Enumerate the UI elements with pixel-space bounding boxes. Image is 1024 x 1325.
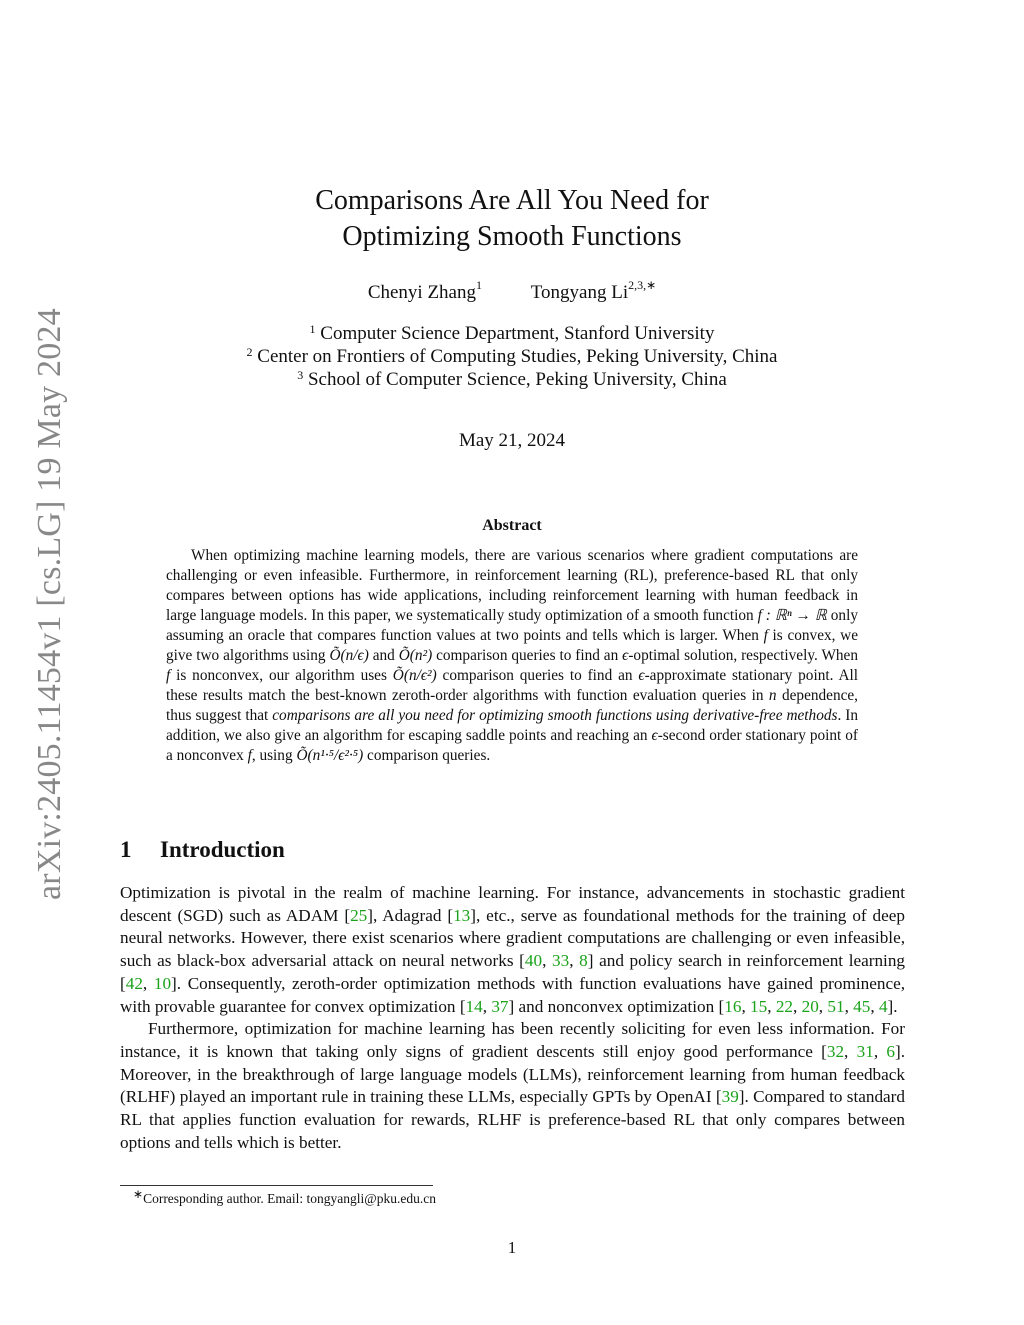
abstract-heading: Abstract <box>482 517 542 534</box>
author-list <box>0 278 1024 304</box>
citation-link[interactable]: 8 <box>579 951 588 971</box>
citation-link[interactable]: 10 <box>153 973 172 993</box>
affiliations <box>0 322 1024 391</box>
introduction-body <box>120 882 905 1154</box>
citation-link[interactable]: 16 <box>724 996 742 1016</box>
citation-link[interactable]: 45 <box>853 996 871 1016</box>
abstract-body: When optimizing machine learning models, there are various scenarios where gradient computations are challenging or even infeasible. Furthermore, in reinforcement learning (RL), preference-based RL that only compares between options has wide applications, including reinforcement learning with human feedback in large language models. In this paper, we systematically study optimization of a smooth function f : ℝⁿ → ℝ only assuming an oracle that compares function values at two points and tells which is larger. When f is convex, we give two algorithms using Õ(n/ϵ) and Õ(n²) comparison queries to find an ϵ-optimal solution, respectively. When f is nonconvex, our algorithm uses Õ(n/ϵ²) comparison queries to find an ϵ-approximate stationary point. All these results match the best-known zeroth-order algorithms with function evaluation queries in n dependence, thus suggest that comparisons are all you need for optimizing smooth functions using derivative-free methods. In addition, we also give an algorithm for escaping saddle points and reaching an ϵ-second order stationary point of a nonconvex f, using Õ(n¹·⁵/ϵ²·⁵) comparison queries. <box>166 547 859 764</box>
footnote: ∗Corresponding author. Email: tongyangli@pku.edu.cn <box>133 1187 436 1206</box>
author: Chenyi Zhang$^1$ <box>367 278 482 303</box>
emphasis-text: comparisons are all you need for optimizing smooth functions using derivative-free methods <box>272 707 838 724</box>
citation-link[interactable]: 25 <box>350 905 368 925</box>
citation-link[interactable]: 39 <box>721 1087 739 1107</box>
citation-link[interactable]: 13 <box>453 905 471 925</box>
citation-link[interactable]: 22 <box>775 996 794 1016</box>
affiliation: $^1$ Computer Science Department, Stanford University <box>309 322 715 344</box>
citation-link[interactable]: 40 <box>524 951 543 971</box>
citation-link[interactable]: 6 <box>886 1041 895 1061</box>
paragraph: Optimization is pivotal in the realm of machine learning. For instance, advancements in stochastic gradient descent (SGD) such as ADAM [25], Adagrad [13], etc., serve as foundational methods for the training of deep neural networks. However, there exist scenarios where gradient computations are challenging or even infeasible, such as black-box adversarial attack on neural networks [40, 33, 8] and policy search in reinforcement learning [42, 10]. Consequently, zeroth-order optimization methods with function evaluations have gained prominence, with provable guarantee for convex optimization [14, 37] and nonconvex optimization [16, 15, 22, 20, 51, 45, 4]. <box>120 883 906 1016</box>
affiliation: $^2$ Center on Frontiers of Computing Studies, Peking University, China <box>246 345 778 367</box>
citation-link[interactable]: 31 <box>856 1041 874 1061</box>
citation-link[interactable]: 33 <box>552 951 570 971</box>
citation-link[interactable]: 42 <box>125 973 143 993</box>
citation-link[interactable]: 14 <box>465 996 483 1016</box>
footnote-divider <box>120 1185 433 1186</box>
paper-date: May 21, 2024 <box>458 430 566 451</box>
paper-title <box>0 183 1024 255</box>
citation-link[interactable]: 37 <box>491 996 509 1016</box>
citation-link[interactable]: 32 <box>826 1041 845 1061</box>
title-line-1: Comparisons Are All You Need for <box>315 185 709 216</box>
citation-link[interactable]: 51 <box>827 996 845 1016</box>
section-number: 1 <box>120 837 132 862</box>
section-heading <box>120 837 285 863</box>
affiliation: $^3$ School of Computer Science, Peking University, China <box>297 368 727 390</box>
author: Tongyang $Li^{2,3,∗}$ <box>530 278 657 303</box>
title-line-2: Optimizing Smooth Functions <box>342 221 682 252</box>
arxiv-identifier: arXiv:2405.11454v1 [cs.LG] 19 May 2024 <box>31 308 68 900</box>
page-number: 1 <box>507 1238 517 1257</box>
citation-link[interactable]: 15 <box>750 996 768 1016</box>
section-title: Introduction <box>160 837 285 862</box>
citation-link[interactable]: 4 <box>878 996 888 1016</box>
citation-link[interactable]: 20 <box>801 996 819 1016</box>
paragraph: Furthermore, optimization for machine learning has been recently soliciting for even less information. For instance, it is known that taking only signs of gradient descents still enjoy good performance [32, 31, 6]. Moreover, in the breakthrough of large language models (LLMs), reinforcement learning from human feedback (RLHF) played an important rule in training these LLMs, especially GPTs by OpenAI [39]. Compared to standard RL that applies function evaluation for rewards, RLHF is preference-based RL that only compares between options and tells which is better. <box>120 1019 906 1152</box>
